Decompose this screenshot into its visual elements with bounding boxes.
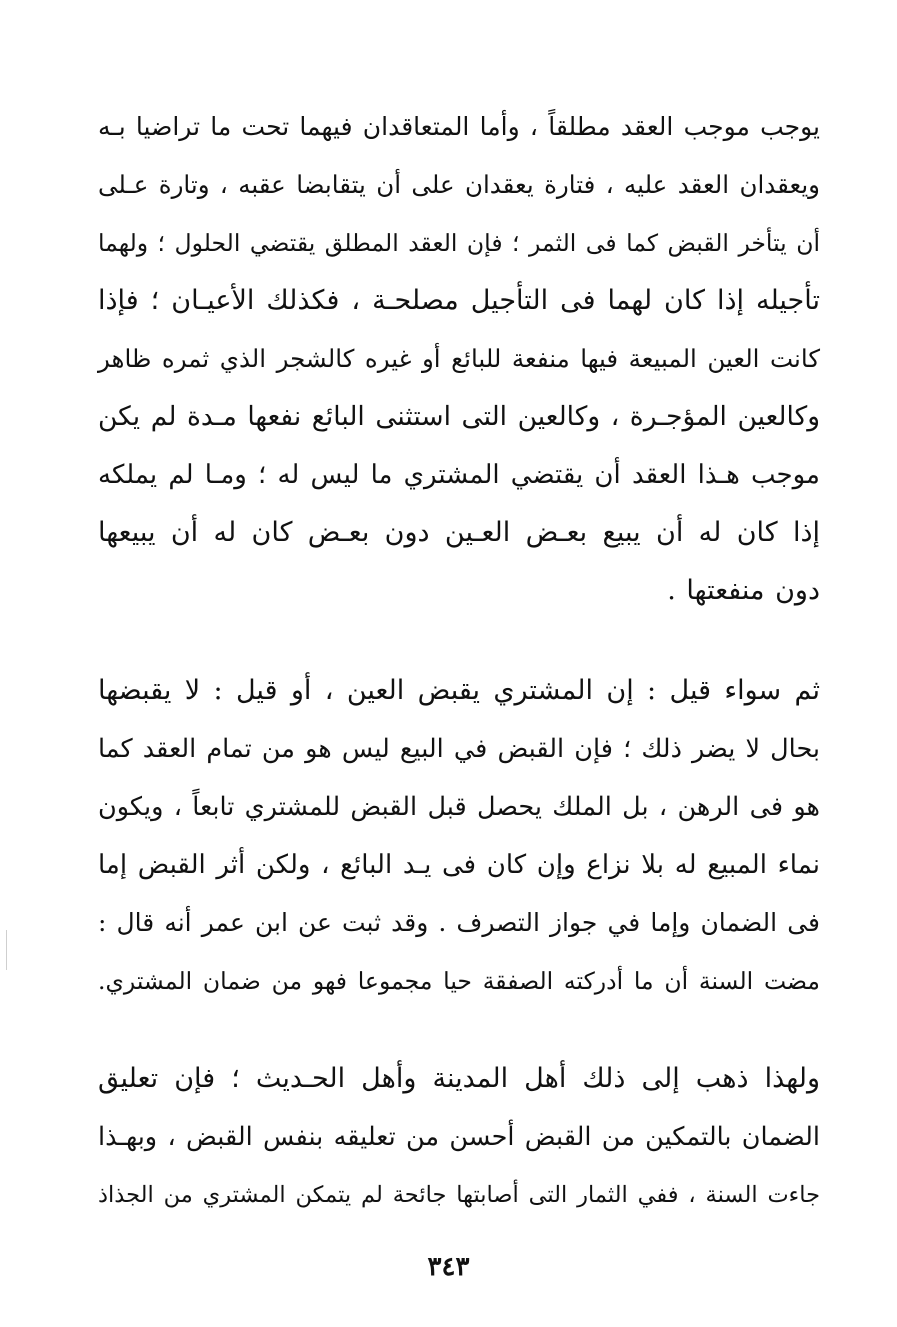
text-line: دون منفعتها .: [667, 575, 820, 606]
paragraph-1: [98, 98, 820, 620]
text-line: كانت العين المبيعة فيها منفعة للبائع أو غيره كالشجر الذي ثمره ظاهر: [98, 344, 820, 373]
text-line: مضت السنة أن ما أدركته الصفقة حيا مجموعا فهو من ضمان المشتري.: [98, 967, 820, 995]
text-line: تأجيله إذا كان لهما فى التأجيل مصلحـة ، فكذلك الأعيـان ؛ فإذا: [98, 285, 820, 316]
text-line: فى الضمان وإما في جواز التصرف . وقد ثبت عن ابن عمر أنه قال :: [98, 908, 820, 937]
text-line: ويعقدان العقد عليه ، فتارة يعقدان على أن يتقابضا عقبه ، وتارة عـلى: [98, 170, 820, 199]
text-line: بحال لا يضر ذلك ؛ فإن القبض في البيع ليس هو من تمام العقد كما: [98, 734, 820, 764]
page-number: ٣٤٣: [427, 1252, 470, 1282]
text-line: جاءت السنة ، ففي الثمار التى أصابتها جائحة لم يتمكن المشتري من الجذاذ: [98, 1182, 820, 1208]
text-line: يوجب موجب العقد مطلقاً ، وأما المتعاقدان فيهما تحت ما تراضيا بـه: [98, 112, 820, 141]
text-line: إذا كان له أن يبيع بعـض العـين دون بعـض كان له أن يبيعها: [98, 517, 820, 548]
text-line: نماء المبيع له بلا نزاع وإن كان فى يـد البائع ، ولكن أثر القبض إما: [98, 850, 820, 880]
text-line: هو فى الرهن ، بل الملك يحصل قبل القبض للمشتري تابعاً ، ويكون: [98, 792, 820, 822]
paragraph-2: [98, 662, 820, 1010]
paragraph-3: [98, 1050, 820, 1224]
scan-edge-mark: [6, 930, 7, 970]
text-line: وكالعين المؤجـرة ، وكالعين التى استثنى البائع نفعها مـدة لم يكن: [98, 401, 820, 432]
text-line: أن يتأخر القبض كما فى الثمر ؛ فإن العقد المطلق يقتضي الحلول ؛ ولهما: [98, 229, 820, 257]
text-line: ولهذا ذهب إلى ذلك أهل المدينة وأهل الحـديث ؛ فإن تعليق: [98, 1063, 820, 1094]
text-line: موجب هـذا العقد أن يقتضي المشتري ما ليس له ؛ ومـا لم يملكه: [98, 460, 820, 490]
text-line: ثم سواء قيل : إن المشتري يقبض العين ، أو قيل : لا يقبضها: [98, 675, 820, 706]
text-line: الضمان بالتمكين من القبض أحسن من تعليقه بنفس القبض ، وبهـذا: [98, 1122, 820, 1152]
